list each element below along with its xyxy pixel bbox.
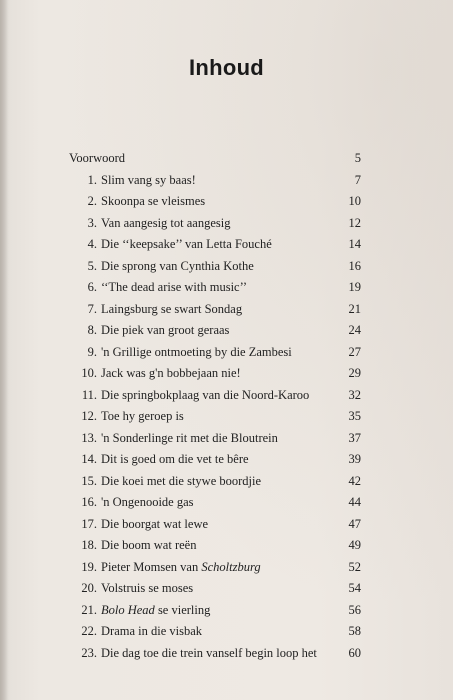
toc-entry-page: 35 xyxy=(348,409,361,423)
toc-entry-title: Die dag toe die trein vanself begin loop het xyxy=(101,645,317,660)
toc-entry-page: 19 xyxy=(348,280,361,294)
toc-row xyxy=(69,345,361,367)
toc-row xyxy=(69,495,361,517)
toc-entry-title: Die springbokplaag van die Noord-Karoo xyxy=(101,387,310,402)
toc-entry-number: 4. xyxy=(87,237,97,251)
toc-entry-page: 27 xyxy=(348,344,361,359)
toc-entry-title: Die boom wat reën xyxy=(101,538,197,552)
toc-row xyxy=(69,603,361,625)
toc-entry-title: Die boorgat wat lewe xyxy=(101,516,209,531)
toc-entry-title: Die piek van groot geraas xyxy=(101,323,230,337)
toc-entry-number: 23. xyxy=(81,645,97,660)
toc-entry-number: 7. xyxy=(87,301,97,316)
toc-entry-number: 15. xyxy=(81,473,97,488)
toc-entry-page: 12 xyxy=(348,215,361,230)
toc-entry-number: 11. xyxy=(81,387,97,402)
toc-entry-title: Dit is goed om die vet te bêre xyxy=(101,452,249,466)
page-title: Inhoud xyxy=(188,55,265,80)
toc-entry-number: 10. xyxy=(81,366,97,380)
toc-entry-title: Laingsburg se swart Sondag xyxy=(101,301,243,316)
toc-entry-number: 18. xyxy=(81,538,97,552)
toc-entry-page: 10 xyxy=(348,194,361,208)
page-gutter-shadow xyxy=(0,0,8,700)
toc-preface-title: Voorwoord xyxy=(69,151,126,165)
toc-entry-page: 56 xyxy=(348,602,361,617)
toc-entry-title: Die ‘‘keepsake’’ van Letta Fouché xyxy=(101,237,272,251)
toc-row xyxy=(69,409,361,431)
toc-entry-number: 6. xyxy=(87,280,97,294)
toc-row xyxy=(69,237,361,259)
toc-entry-title: Slim vang sy baas! xyxy=(101,172,196,187)
toc-entry-page: 52 xyxy=(348,559,361,574)
toc-entry-title: Die koei met die stywe boordjie xyxy=(101,473,262,488)
toc-entry-page: 58 xyxy=(348,624,361,638)
toc-entry-number: 9. xyxy=(87,344,97,359)
toc-entry-title: Volstruis se moses xyxy=(101,581,194,595)
toc-entry-number: 5. xyxy=(87,258,97,273)
toc-entry-page: 49 xyxy=(348,538,361,552)
toc-entry-page: 37 xyxy=(348,430,361,445)
toc-entry-page: 47 xyxy=(348,516,361,531)
toc-entry-number: 3. xyxy=(87,215,97,230)
toc-row xyxy=(69,581,361,603)
toc-entry-title xyxy=(101,560,261,574)
toc-entry-title: 'n Sonderlinge rit met die Bloutrein xyxy=(101,430,278,445)
table-of-contents xyxy=(69,151,361,667)
toc-entry-title-plain: se vierling xyxy=(154,602,211,617)
toc-entry-page: 39 xyxy=(348,452,361,466)
toc-entry-page: 32 xyxy=(348,387,361,402)
toc-row xyxy=(69,624,361,646)
toc-entry-page: 44 xyxy=(348,495,361,509)
toc-entry-number: 16. xyxy=(81,495,97,509)
toc-entry-page: 14 xyxy=(348,237,361,251)
toc-entry-title: ‘‘The dead arise with music’’ xyxy=(101,280,248,294)
toc-entry-page: 54 xyxy=(348,581,361,595)
toc-entry-number: 17. xyxy=(81,516,97,531)
toc-entry-title: Die sprong van Cynthia Kothe xyxy=(101,258,254,273)
toc-row xyxy=(69,431,361,453)
toc-preface-page: 5 xyxy=(354,151,361,165)
toc-row xyxy=(69,560,361,582)
toc-entry-page: 29 xyxy=(348,366,361,380)
toc-entry-number: 21. xyxy=(81,602,97,617)
toc-entry-page: 7 xyxy=(354,172,361,187)
toc-row xyxy=(69,452,361,474)
toc-entry-page: 16 xyxy=(348,258,361,273)
toc-row xyxy=(69,538,361,560)
toc-entry-title xyxy=(101,603,210,617)
toc-row xyxy=(69,259,361,281)
toc-entry-number: 12. xyxy=(81,409,97,423)
toc-row xyxy=(69,194,361,216)
toc-entry-number: 2. xyxy=(87,194,97,208)
toc-row xyxy=(69,323,361,345)
toc-entry-number: 20. xyxy=(81,581,97,595)
toc-entry-number: 14. xyxy=(81,452,97,466)
toc-preface-row xyxy=(69,151,361,173)
toc-row xyxy=(69,646,361,668)
toc-entry-number: 22. xyxy=(81,624,97,638)
toc-entry-title: Skoonpa se vleismes xyxy=(101,194,206,208)
toc-entry-number: 8. xyxy=(87,323,97,337)
toc-row xyxy=(69,517,361,539)
toc-row xyxy=(69,280,361,302)
toc-entry-title: Drama in die visbak xyxy=(101,624,203,638)
toc-entry-title: Van aangesig tot aangesig xyxy=(101,215,231,230)
toc-entry-title-plain: Pieter Momsen van xyxy=(101,559,202,574)
toc-row xyxy=(69,388,361,410)
toc-row xyxy=(69,366,361,388)
toc-entry-title: 'n Grillige ontmoeting by die Zambesi xyxy=(101,344,292,359)
toc-row xyxy=(69,302,361,324)
toc-entry-page: 24 xyxy=(348,323,361,337)
toc-entry-title-italic: Scholtzburg xyxy=(201,559,261,574)
toc-entry-page: 21 xyxy=(348,301,361,316)
toc-entry-number: 19. xyxy=(81,559,97,574)
toc-entry-title-italic: Bolo Head xyxy=(101,602,155,617)
toc-row xyxy=(69,474,361,496)
toc-entry-title: Toe hy geroep is xyxy=(101,409,184,423)
toc-entry-page: 42 xyxy=(348,473,361,488)
toc-entry-title: Jack was g'n bobbejaan nie! xyxy=(101,366,241,380)
toc-row xyxy=(69,173,361,195)
toc-entry-page: 60 xyxy=(348,645,361,660)
toc-row xyxy=(69,216,361,238)
toc-entry-title: 'n Ongenooide gas xyxy=(101,495,194,509)
toc-entry-number: 13. xyxy=(81,430,97,445)
toc-entry-number: 1. xyxy=(87,172,97,187)
